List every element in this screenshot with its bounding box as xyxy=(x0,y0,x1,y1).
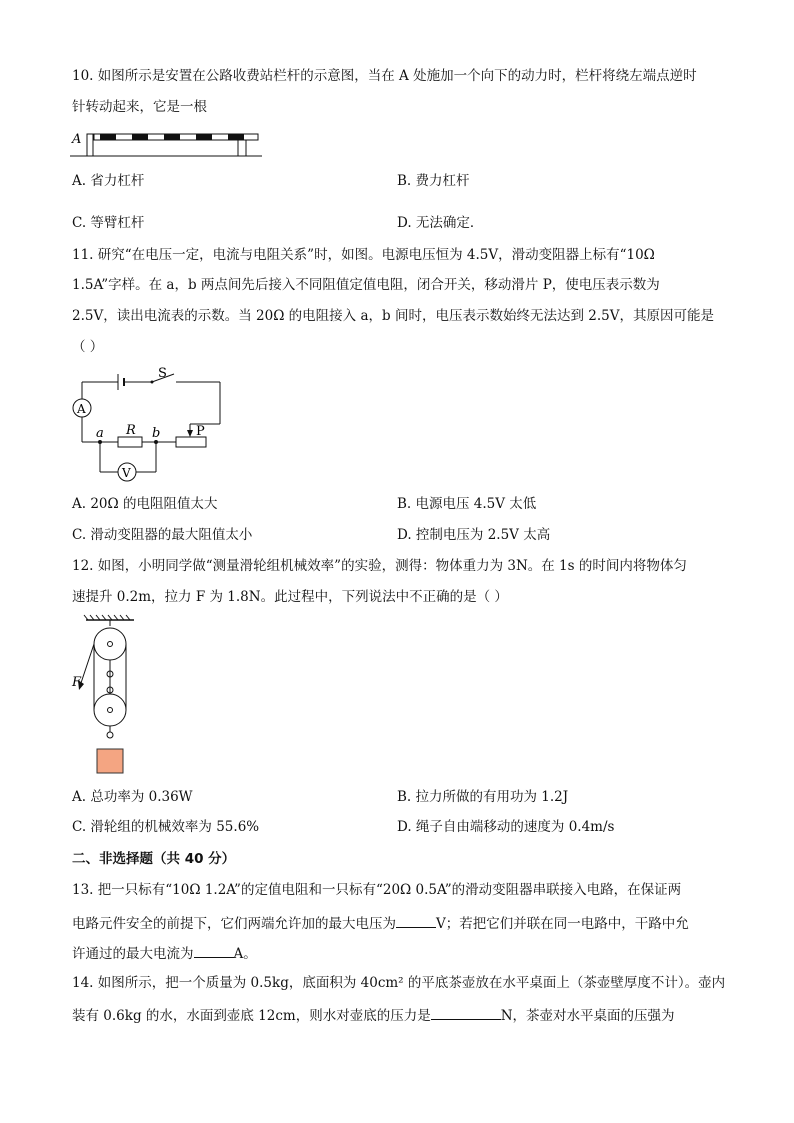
resistor-label: R xyxy=(126,423,136,438)
pulley-figure xyxy=(70,614,150,778)
fixed-pulley xyxy=(94,628,126,660)
resistor-r xyxy=(118,437,142,447)
q11-stem-line1: 11. 研究“在电压一定，电流与电阻关系”时，如图。电源电压恒为 4.5V，滑动变阻器上标有“10Ω xyxy=(72,247,655,263)
q10-option-c: C. 等臂杠杆 xyxy=(72,215,145,231)
switch-label: S xyxy=(158,366,167,381)
q12-option-a: A. 总功率为 0.36W xyxy=(72,789,193,805)
q14-stem-line2 xyxy=(72,1005,675,1025)
q13-stem-line2 xyxy=(72,913,689,933)
q13-line3-part2: A。 xyxy=(233,946,257,962)
q11-option-c: C. 滑动变阻器的最大阻值太小 xyxy=(72,527,253,543)
q14-stem-line1: 14. 如图所示，把一个质量为 0.5kg，底面积为 40cm² 的平底茶壶放在水平桌面上（茶壶壁厚度不计）。壶内 xyxy=(72,975,726,991)
q11-stem-line3: 2.5V，读出电流表的示数。当 20Ω 的电阻接入 a，b 间时，电压表示数始终无法达到 2.5V，其原因可能是 xyxy=(72,308,714,324)
q11-option-a: A. 20Ω 的电阻阻值太大 xyxy=(72,496,218,512)
slider-p-label: P xyxy=(196,424,205,439)
q12-stem-line2: 速提升 0.2m，拉力 F 为 1.8N。此过程中，下列说法中不正确的是（ ） xyxy=(72,589,508,605)
left-post xyxy=(87,134,93,156)
q14-line2-part2: N，茶壶对水平桌面的压强为 xyxy=(500,1008,675,1024)
q12-stem-line1: 12. 如图，小明同学做“测量滑轮组机械效率”的实验，测得：物体重力为 3N。在 1s 的时间内将物体匀 xyxy=(72,558,687,574)
q13-blank-current[interactable] xyxy=(194,943,234,958)
toll-gate-figure xyxy=(70,128,270,162)
circuit-diagram xyxy=(70,362,230,490)
q10-option-b: B. 费力杠杆 xyxy=(397,173,470,189)
q14-blank-force[interactable] xyxy=(431,1005,501,1020)
q10-option-d: D. 无法确定． xyxy=(397,215,484,231)
q11-stem-line2: 1.5A”字样。在 a，b 两点间先后接入不同阻值定值电阻，闭合开关，移动滑片 P，使电压表示数为 xyxy=(72,277,660,293)
point-b-label: b xyxy=(152,426,161,441)
free-end-rope xyxy=(80,644,94,686)
point-a-label: a xyxy=(96,426,104,441)
q11-option-d: D. 控制电压为 2.5V 太高 xyxy=(397,527,551,543)
toll-gate-label-a: A xyxy=(72,132,82,147)
q14-line2-part1: 装有 0.6kg 的水，水面到壶底 12cm，则水对壶底的压力是 xyxy=(72,1008,431,1024)
slider-arrow xyxy=(187,430,193,437)
voltmeter-label: V xyxy=(122,466,131,480)
q12-option-c: C. 滑轮组的机械效率为 55.6% xyxy=(72,819,260,835)
q10-stem-line1: 10. 如图所示是安置在公路收费站栏杆的示意图，当在 A 处施加一个向下的动力时，栏杆将绕左端点逆时 xyxy=(72,68,697,84)
q13-line3-part1: 许通过的最大电流为 xyxy=(72,946,194,962)
q11-option-b: B. 电源电压 4.5V 太低 xyxy=(397,496,537,512)
q11-stem-line4: （ ） xyxy=(72,339,104,355)
ammeter-label: A xyxy=(77,402,86,416)
q13-line2-part1: 电路元件安全的前提下，它们两端允许加的最大电压为 xyxy=(72,916,396,932)
q13-stem-line1: 13. 把一只标有“10Ω 1.2A”的定值电阻和一只标有“20Ω 0.5A”的滑动变阻器串联接入电路，在保证两 xyxy=(72,882,682,898)
section-heading: 二、非选择题（共 40 分） xyxy=(72,851,236,867)
q12-option-d: D. 绳子自由端移动的速度为 0.4m/s xyxy=(397,819,615,835)
movable-pulley xyxy=(94,694,126,726)
q13-line2-part2: V；若把它们并联在同一电路中，干路中允 xyxy=(436,916,689,932)
force-f-label: F xyxy=(72,675,82,690)
weight-block xyxy=(97,749,123,773)
q13-blank-voltage[interactable] xyxy=(396,913,436,928)
q13-stem-line3 xyxy=(72,943,257,963)
q12-option-b: B. 拉力所做的有用功为 1.2J xyxy=(397,789,569,805)
q10-stem-line2: 针转动起来，它是一根 xyxy=(72,99,207,115)
q10-option-a: A. 省力杠杆 xyxy=(72,173,145,189)
